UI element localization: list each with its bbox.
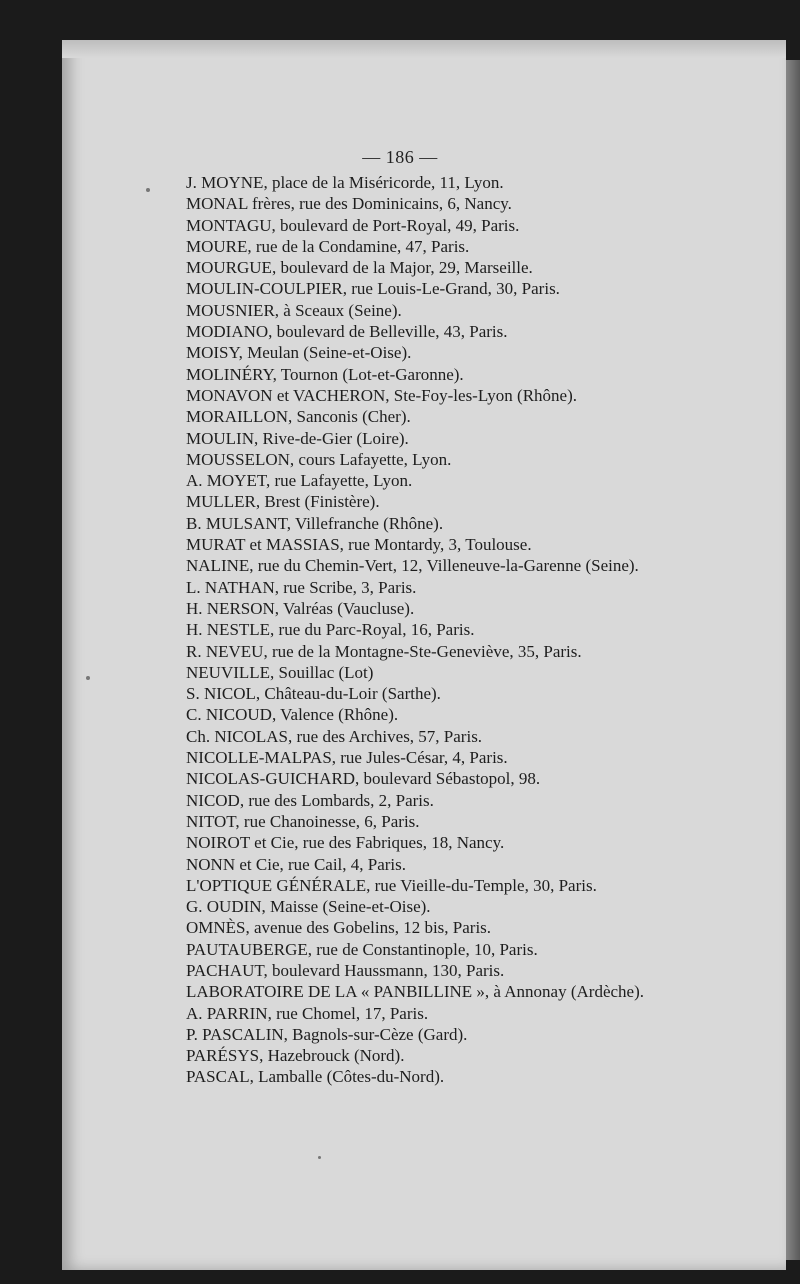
list-item: MONTAGU, boulevard de Port-Royal, 49, Paris. <box>186 215 520 235</box>
list-item: PASCAL, Lamballe (Côtes-du-Nord). <box>186 1067 445 1087</box>
page-number: — 186 — <box>362 147 438 167</box>
list-item: H. NESTLE, rue du Parc-Royal, 16, Paris. <box>186 620 475 640</box>
list-item: MORAILLON, Sanconis (Cher). <box>186 407 411 427</box>
list-item: B. MULSANT, Villefranche (Rhône). <box>186 513 444 533</box>
ink-speck <box>146 188 150 192</box>
list-item: R. NEVEU, rue de la Montagne-Ste-Geneviève, 35, Paris. <box>186 641 582 661</box>
list-item: MOLINÉRY, Tournon (Lot-et-Garonne). <box>186 364 464 384</box>
list-item: J. MOYNE, place de la Miséricorde, 11, Lyon. <box>186 173 504 192</box>
list-item: MODIANO, boulevard de Belleville, 43, Paris. <box>186 322 508 342</box>
list-item: C. NICOUD, Valence (Rhône). <box>186 705 399 725</box>
list-item: NITOT, rue Chanoinesse, 6, Paris. <box>186 811 420 831</box>
list-item: PACHAUT, boulevard Haussmann, 130, Paris. <box>186 960 505 980</box>
list-item: MOURE, rue de la Condamine, 47, Paris. <box>186 236 470 256</box>
list-item: G. OUDIN, Maisse (Seine-et-Oise). <box>186 897 431 917</box>
list-item: P. PASCALIN, Bagnols-sur-Cèze (Gard). <box>186 1024 468 1044</box>
list-item: MULLER, Brest (Finistère). <box>186 492 380 512</box>
list-item: S. NICOL, Château-du-Loir (Sarthe). <box>186 684 441 704</box>
ink-speck <box>86 676 90 680</box>
list-item: L'OPTIQUE GÉNÉRALE, rue Vieille-du-Temple, 30, Paris. <box>186 875 597 895</box>
list-item: MONAL frères, rue des Dominicains, 6, Nancy. <box>186 194 512 214</box>
list-item: MONAVON et VACHERON, Ste-Foy-les-Lyon (Rhône). <box>186 385 577 405</box>
list-item: NEUVILLE, Souillac (Lot) <box>186 662 374 682</box>
list-item: L. NATHAN, rue Scribe, 3, Paris. <box>186 577 417 597</box>
list-item: MOULIN-COULPIER, rue Louis-Le-Grand, 30, Paris. <box>186 279 560 299</box>
list-item: PAUTAUBERGE, rue de Constantinople, 10, Paris. <box>186 939 538 959</box>
list-item: H. NERSON, Valréas (Vaucluse). <box>186 598 415 618</box>
list-item: MOISY, Meulan (Seine-et-Oise). <box>186 343 412 363</box>
list-item: LABORATOIRE DE LA « PANBILLINE », à Annonay (Ardèche). <box>186 982 644 1002</box>
list-item: A. PARRIN, rue Chomel, 17, Paris. <box>186 1003 429 1023</box>
ink-speck <box>318 1156 321 1159</box>
list-item: MOURGUE, boulevard de la Major, 29, Marseille. <box>186 258 533 278</box>
list-item: NONN et Cie, rue Cail, 4, Paris. <box>186 854 407 874</box>
list-item: MOULIN, Rive-de-Gier (Loire). <box>186 428 409 448</box>
list-item: NICOD, rue des Lombards, 2, Paris. <box>186 790 434 810</box>
list-item: MOUSSELON, cours Lafayette, Lyon. <box>186 449 452 469</box>
list-item: MURAT et MASSIAS, rue Montardy, 3, Toulouse. <box>186 535 532 555</box>
list-item: PARÉSYS, Hazebrouck (Nord). <box>186 1046 405 1066</box>
page-top-shadow <box>62 40 786 58</box>
list-item: OMNÈS, avenue des Gobelins, 12 bis, Paris. <box>186 918 492 938</box>
list-item: NICOLAS-GUICHARD, boulevard Sébastopol, 98. <box>186 769 541 789</box>
list-item: NALINE, rue du Chemin-Vert, 12, Villeneuve-la-Garenne (Seine). <box>186 556 639 576</box>
list-item: Ch. NICOLAS, rue des Archives, 57, Paris. <box>186 726 483 746</box>
list-item: NOIROT et Cie, rue des Fabriques, 18, Nancy. <box>186 833 505 853</box>
list-item: NICOLLE-MALPAS, rue Jules-César, 4, Paris. <box>186 748 508 768</box>
list-item: A. MOYET, rue Lafayette, Lyon. <box>186 471 413 491</box>
address-list <box>186 172 780 1088</box>
list-item: MOUSNIER, à Sceaux (Seine). <box>186 300 402 320</box>
